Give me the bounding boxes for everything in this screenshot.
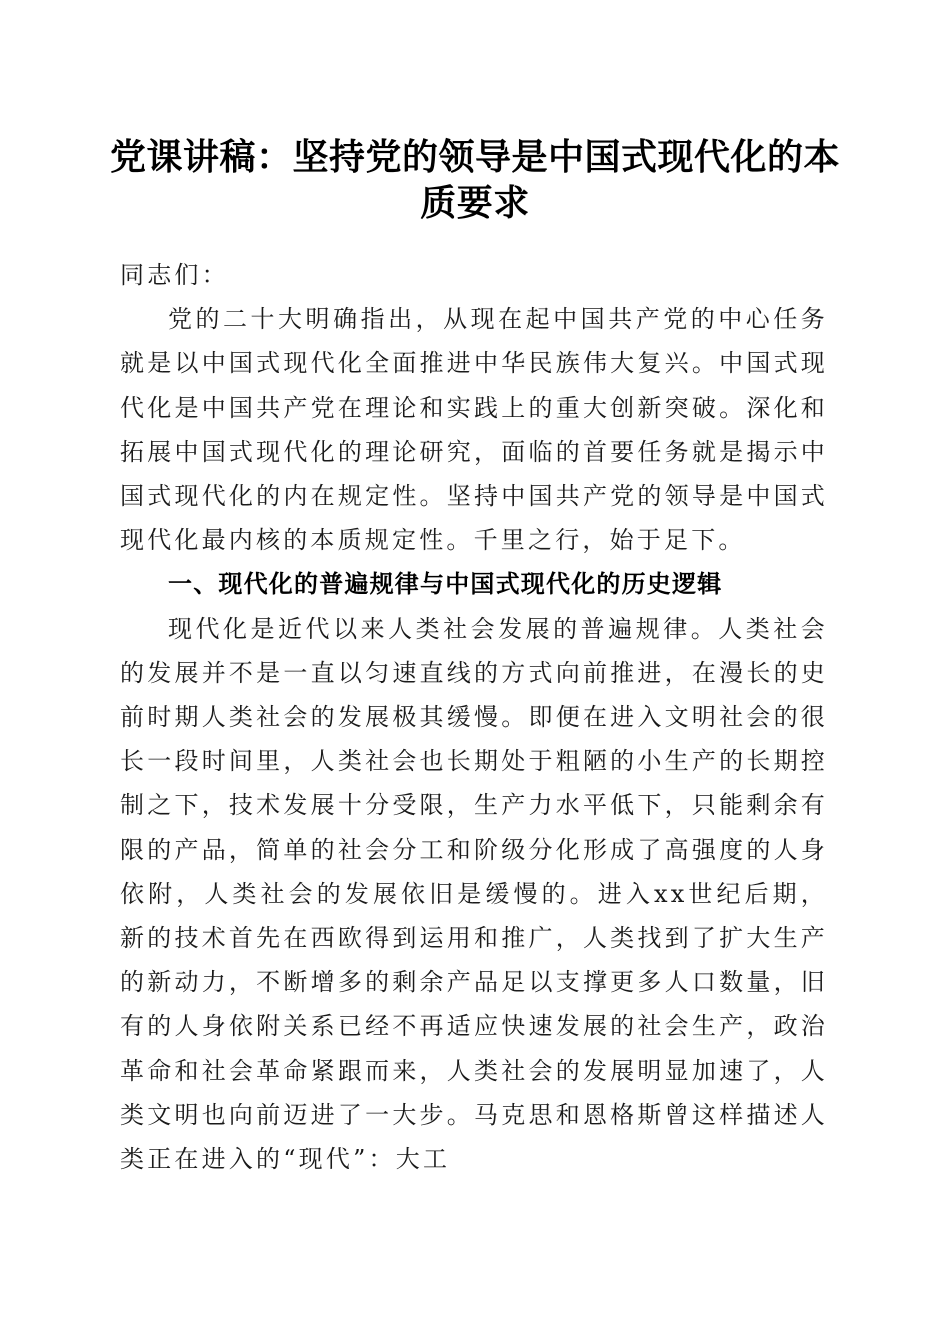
- document-body: [120, 253, 828, 1181]
- section-paragraph: 现代化是近代以来人类社会发展的普遍规律。人类社会的发展并不是一直以匀速直线的方式向前推进，在漫长的史前时期人类社会的发展极其缓慢。即便在进入文明社会的很长一段时间里，人类社会也长期处于粗陋的小生产的长期控制之下，技术发展十分受限，生产力水平低下，只能剩余有限的产品，简单的社会分工和阶级分化形成了高强度的人身依附，人类社会的发展依旧是缓慢的。进入xx世纪后期，新的技术首先在西欧得到运用和推广，人类找到了扩大生产的新动力，不断增多的剩余产品足以支撑更多人口数量，旧有的人身依附关系已经不再适应快速发展的社会生产，政治革命和社会革命紧跟而来，人类社会的发展明显加速了，人类文明也向前迈进了一大步。马克思和恩格斯曾这样描述人类正在进入的“现代”：大工: [120, 614, 828, 1174]
- salutation: 同志们：: [120, 261, 229, 289]
- section-heading: 一、现代化的普遍规律与中国式现代化的历史逻辑: [168, 570, 723, 599]
- intro-paragraph: 党的二十大明确指出，从现在起中国共产党的中心任务就是以中国式现代化全面推进中华民族伟大复兴。中国式现代化是中国共产党在理论和实践上的重大创新突破。深化和拓展中国式现代化的理论研究，面临的首要任务就是揭示中国式现代化的内在规定性。坚持中国共产党的领导是中国式现代化最内核的本质规定性。千里之行，始于足下。: [120, 305, 828, 555]
- document-title: 党课讲稿：坚持党的领导是中国式现代化的本质要求: [109, 136, 840, 224]
